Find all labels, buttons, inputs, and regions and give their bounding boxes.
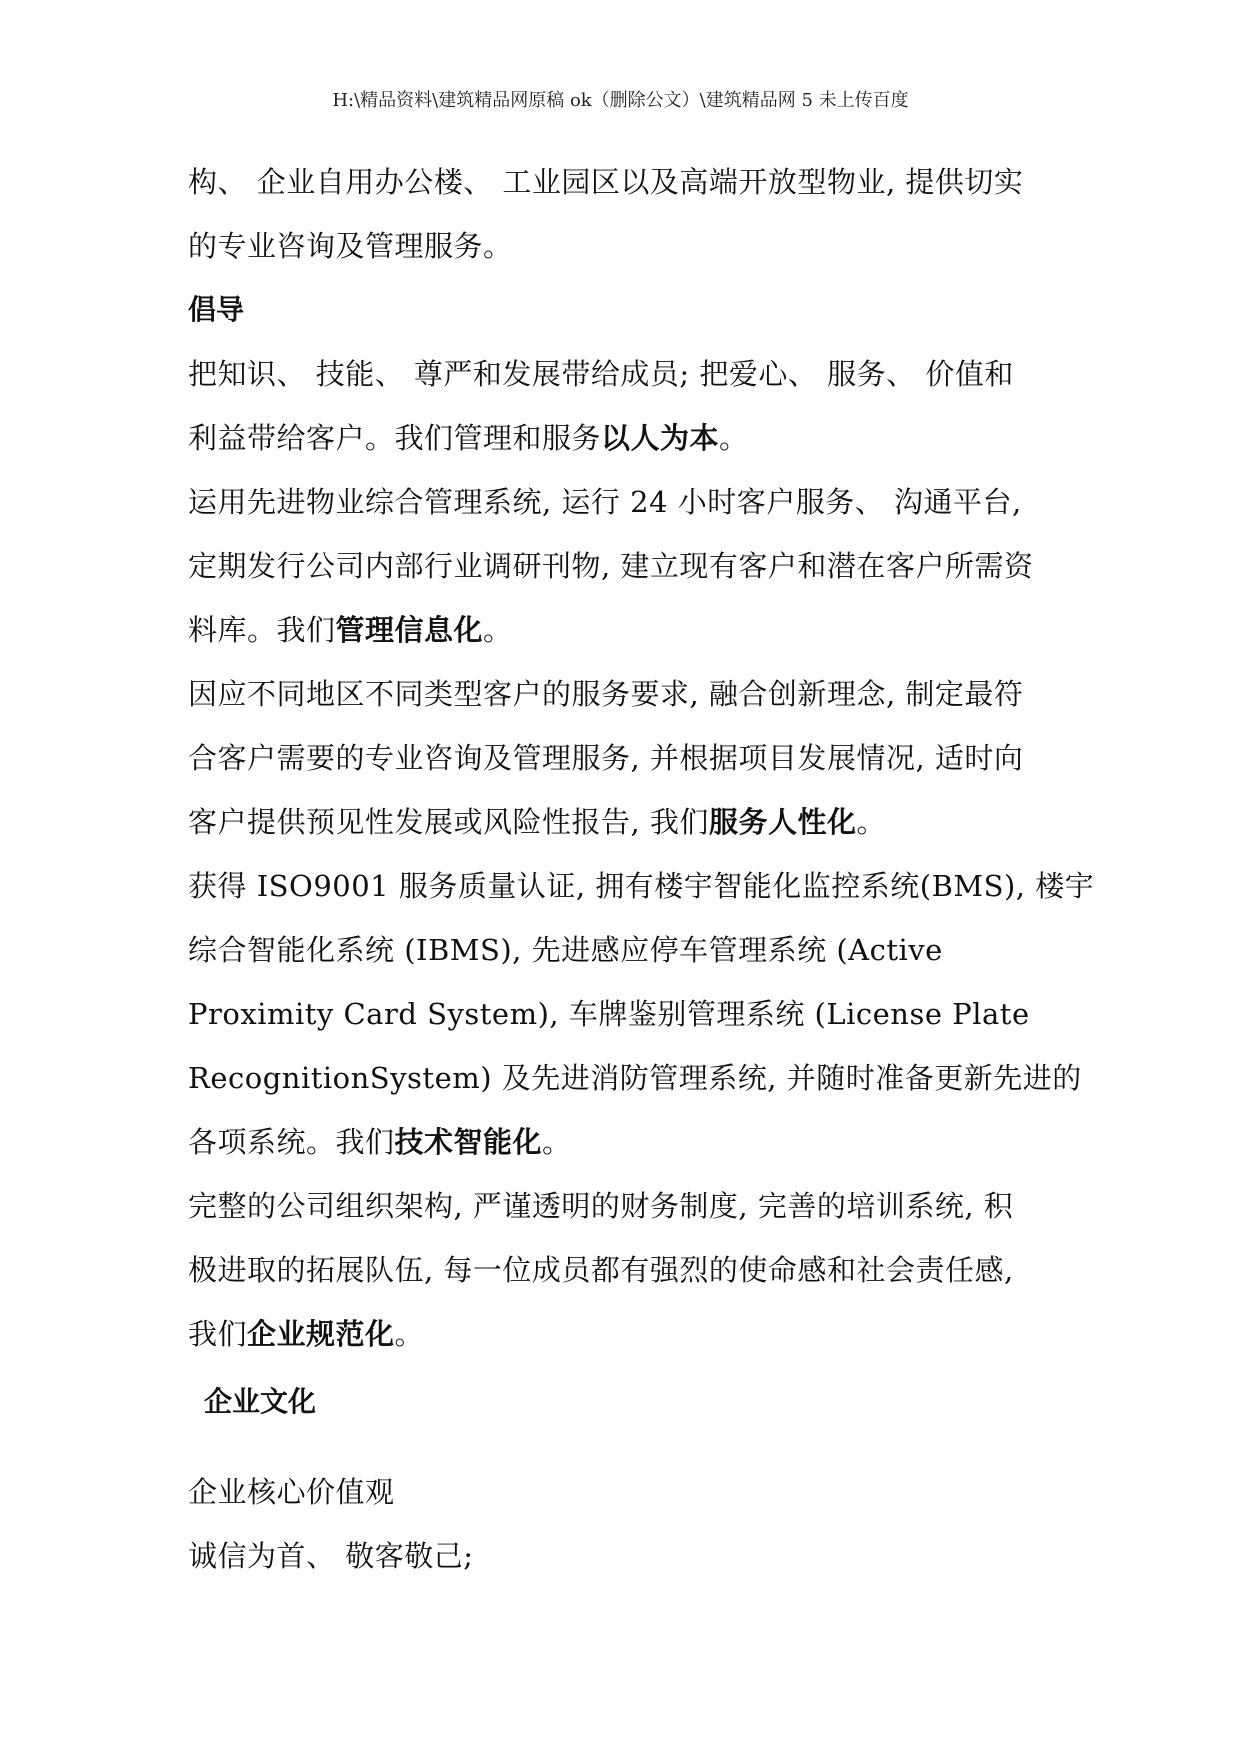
text-line xyxy=(188,150,1068,214)
text-line xyxy=(188,470,1068,534)
text-span: 获得 ISO9001 服务质量认证, 拥有楼宇智能化监控系统(BMS), 楼宇 xyxy=(188,869,1095,903)
text-line xyxy=(188,406,1068,470)
text-span: 极进取的拓展队伍, 每一位成员都有强烈的使命感和社会责任感, xyxy=(188,1253,1014,1287)
text-line xyxy=(188,214,1068,278)
text-span: 利益带给客户。我们管理和服务 xyxy=(188,421,602,455)
emphasis-text: 服务人性化 xyxy=(708,805,857,839)
text-span: 我们 xyxy=(188,1317,248,1351)
text-line xyxy=(188,1524,1068,1588)
text-span: 因应不同地区不同类型客户的服务要求, 融合创新理念, 制定最符 xyxy=(188,677,1024,711)
file-path-header: H:\精品资料\建筑精品网原稿 ok（删除公文）\建筑精品网 5 未上传百度 xyxy=(332,90,909,111)
text-line xyxy=(188,1302,1068,1366)
text-span: RecognitionSystem) 及先进消防管理系统, 并随时准备更新先进的 xyxy=(188,1061,1082,1095)
text-line xyxy=(188,790,1068,854)
text-span: 综合智能化系统 (IBMS), 先进感应停车管理系统 (Active xyxy=(188,933,943,967)
text-span: 。 xyxy=(394,1317,425,1351)
emphasis-text: 技术智能化 xyxy=(394,1125,543,1159)
text-span: 客户提供预见性发展或风险性报告, 我们 xyxy=(188,805,709,839)
emphasis-text: 管理信息化 xyxy=(335,613,484,647)
text-span: 。 xyxy=(542,1125,572,1159)
text-span: 合客户需要的专业咨询及管理服务, 并根据项目发展情况, 适时向 xyxy=(188,741,1024,775)
section-heading xyxy=(188,278,1068,342)
text-span: 运用先进物业综合管理系统, 运行 24 小时客户服务、 沟通平台, xyxy=(188,485,1022,519)
text-span: Proximity Card System), 车牌鉴别管理系统 (License Plate xyxy=(188,997,1030,1031)
text-span: 。 xyxy=(856,805,886,839)
text-line xyxy=(188,662,1068,726)
text-span: 的专业咨询及管理服务。 xyxy=(188,229,513,263)
text-line xyxy=(188,854,1095,918)
text-line xyxy=(188,918,1068,982)
text-line xyxy=(188,598,1068,662)
text-line xyxy=(188,726,1068,790)
text-span: 企业核心价值观 xyxy=(188,1475,395,1509)
text-line xyxy=(188,342,1068,406)
text-line xyxy=(188,982,1068,1046)
text-line xyxy=(188,1238,1068,1302)
text-span: 料库。我们 xyxy=(188,613,336,647)
text-span: 完整的公司组织架构, 严谨透明的财务制度, 完善的培训系统, 积 xyxy=(188,1189,1014,1223)
section-heading xyxy=(188,1370,1068,1434)
emphasis-text: 以人为本 xyxy=(601,421,720,455)
text-line xyxy=(188,1174,1068,1238)
text-span: 各项系统。我们 xyxy=(188,1125,395,1159)
text-line xyxy=(188,534,1068,598)
emphasis-text: 企业规范化 xyxy=(247,1317,395,1351)
text-span: 。 xyxy=(719,421,749,455)
text-span: 倡导 xyxy=(188,293,245,326)
text-span: 把知识、 技能、 尊严和发展带给成员; 把爱心、 服务、 价值和 xyxy=(188,357,1014,391)
text-line xyxy=(188,1460,1068,1524)
text-span: 构、 企业自用办公楼、 工业园区以及高端开放型物业, 提供切实 xyxy=(188,165,1024,199)
text-span: 企业文化 xyxy=(204,1385,317,1418)
text-span: 诚信为首、 敬客敬己; xyxy=(188,1539,474,1573)
text-span: 。 xyxy=(483,613,513,647)
text-line xyxy=(188,1046,1082,1110)
document-body xyxy=(188,150,1095,1588)
text-span: 定期发行公司内部行业调研刊物, 建立现有客户和潜在客户所需资 xyxy=(188,549,1034,583)
text-line xyxy=(188,1110,1068,1174)
